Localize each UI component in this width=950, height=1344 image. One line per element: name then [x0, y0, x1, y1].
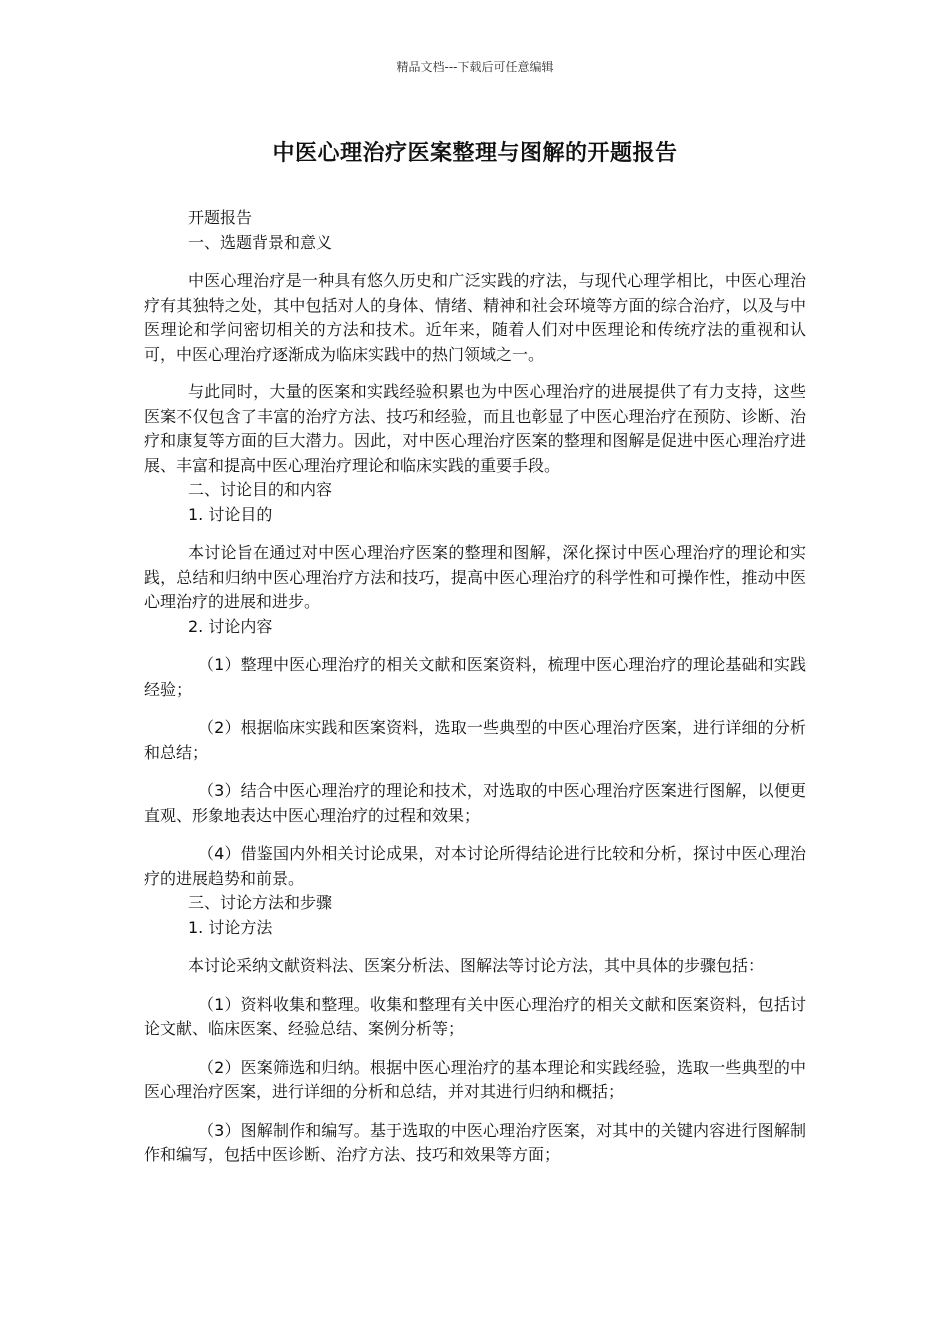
- section-2-heading: 二、讨论目的和内容: [188, 480, 333, 499]
- section-1-paragraph-2: 与此同时，大量的医案和实践经验积累也为中医心理治疗的进展提供了有力支持，这些医案不仅包含了丰富的治疗方法、技巧和经验，而且也彰显了中医心理治疗在预防、诊断、治疗和康复等方面的巨大潜力。因此，对中医心理治疗医案的整理和图解是促进中医心理治疗进展、丰富和提高中医心理治疗理论和临床实践的重要手段。: [144, 382, 806, 475]
- section-2-item: （3）结合中医心理治疗的理论和技术，对选取的中医心理治疗医案进行图解，以便更直观、形象地表达中医心理治疗的过程和效果；: [144, 781, 806, 825]
- report-label: 开题报告: [188, 208, 253, 227]
- section-2-sub-2-heading: 2. 讨论内容: [188, 616, 273, 636]
- page-header-note: 精品文档---下载后可任意编辑: [396, 60, 554, 74]
- section-1-heading: 一、选题背景和意义: [188, 232, 333, 252]
- section-3-item: （1）资料收集和整理。收集和整理有关中医心理治疗的相关文献和医案资料，包括讨论文献、临床医案、经验总结、案例分析等；: [144, 994, 806, 1038]
- section-3-item: （3）图解制作和编写。基于选取的中医心理治疗医案，对其中的关键内容进行图解制作和编写，包括中医诊断、治疗方法、技巧和效果等方面；: [144, 1120, 806, 1164]
- document-title: 中医心理治疗医案整理与图解的开题报告: [272, 141, 678, 166]
- section-2-sub-1-heading: 1. 讨论目的: [188, 504, 273, 524]
- section-1-paragraph-1: 中医心理治疗是一种具有悠久历史和广泛实践的疗法，与现代心理学相比，中医心理治疗有其独特之处，其中包括对人的身体、情绪、精神和社会环境等方面的综合治疗，以及与中医理论和学问密切相关的方法和技术。近年来，随着人们对中医理论和传统疗法的重视和认可，中医心理治疗逐渐成为临床实践中的热门领域之一。: [144, 271, 806, 364]
- section-2-item: （4）借鉴国内外相关讨论成果，对本讨论所得结论进行比较和分析，探讨中医心理治疗的进展趋势和前景。: [144, 844, 806, 888]
- section-3-sub-1-text: 本讨论采纳文献资料法、医案分析法、图解法等讨论方法，其中具体的步骤包括：: [188, 956, 765, 975]
- section-3-heading: 三、讨论方法和步骤: [188, 893, 333, 912]
- section-3-item: （2）医案筛选和归纳。根据中医心理治疗的基本理论和实践经验，选取一些典型的中医心理治疗医案，进行详细的分析和总结，并对其进行归纳和概括；: [144, 1057, 806, 1101]
- section-2-item: （2）根据临床实践和医案资料，选取一些典型的中医心理治疗医案，进行详细的分析和总结；: [144, 718, 806, 762]
- section-2-sub-1-text: 本讨论旨在通过对中医心理治疗医案的整理和图解，深化探讨中医心理治疗的理论和实践，总结和归纳中医心理治疗方法和技巧，提高中医心理治疗的科学性和可操作性，推动中医心理治疗的进展和进步。: [144, 543, 806, 611]
- section-3-sub-1-heading: 1. 讨论方法: [188, 917, 273, 937]
- document-body: [144, 206, 806, 1168]
- section-2-item: （1）整理中医心理治疗的相关文献和医案资料，梳理中医心理治疗的理论基础和实践经验；: [144, 655, 806, 699]
